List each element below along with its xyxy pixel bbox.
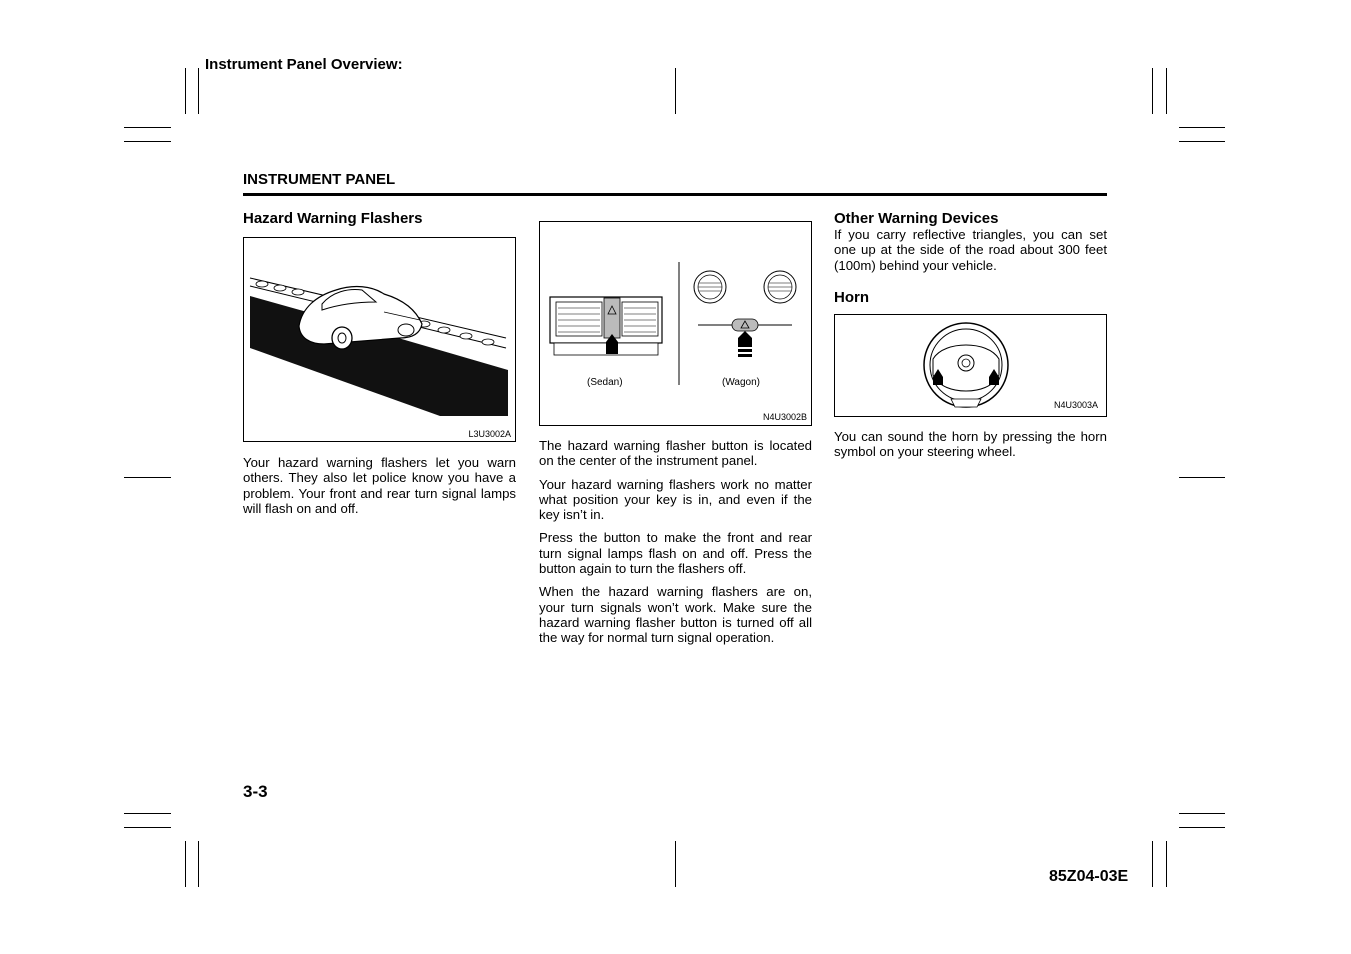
section-header: INSTRUMENT PANEL <box>243 171 396 188</box>
crop-mark <box>198 841 199 887</box>
header-rule <box>243 193 1107 196</box>
other-warning-paragraph: If you carry reflective triangles, you can set one up at the side of the road about 300 feet (100m) behind your vehicle. <box>834 227 1107 273</box>
crop-mark <box>1166 841 1167 887</box>
caption-wagon: (Wagon) <box>722 377 760 388</box>
other-warning-heading: Other Warning Devices <box>834 210 999 227</box>
crop-mark <box>1152 68 1153 114</box>
hazard-flashers-paragraph: Your hazard warning flashers let you warn others. They also let police know you have a problem. Your front and rear turn signal lamps will flash on and off. <box>243 455 516 516</box>
crop-mark <box>675 841 676 887</box>
crop-mark <box>1179 477 1225 478</box>
crop-mark <box>1179 813 1225 814</box>
hazard-button-figure <box>539 221 812 426</box>
page-number: 3-3 <box>243 782 268 801</box>
crop-mark <box>185 68 186 114</box>
car-roadside-figure <box>243 237 516 442</box>
crop-mark <box>124 127 171 128</box>
crop-mark <box>1166 68 1167 114</box>
crop-mark <box>1179 827 1225 828</box>
horn-body <box>834 429 1107 460</box>
crop-mark <box>124 813 171 814</box>
car-roadside-illustration <box>244 238 515 441</box>
figure-code: L3U3002A <box>468 429 511 439</box>
hazard-flashers-body <box>243 455 516 516</box>
caption-sedan: (Sedan) <box>587 377 623 388</box>
crop-mark <box>124 477 171 478</box>
figure-code: N4U3002B <box>762 412 807 422</box>
horn-figure <box>834 314 1107 417</box>
crop-mark <box>124 827 171 828</box>
column-other-warning <box>834 210 1107 306</box>
hazard-button-body <box>539 438 812 646</box>
hazard-button-paragraph-4: When the hazard warning flashers are on, your turn signals won’t work. Make sure the hazard warning flasher button is turned off all the way for normal turn signal operation. <box>539 584 812 646</box>
hazard-button-paragraph-3: Press the button to make the front and rear turn signal lamps flash on and off. Press the button again to turn the flashers off. <box>539 530 812 577</box>
crop-mark <box>1152 841 1153 887</box>
hazard-button-illustration <box>540 222 811 425</box>
crop-mark <box>124 141 171 142</box>
crop-mark <box>675 68 676 114</box>
top-label: Instrument Panel Overview: <box>205 56 403 73</box>
hazard-button-paragraph-2: Your hazard warning flashers work no matter what position your key is in, and even if the key isn’t in. <box>539 476 812 523</box>
crop-mark <box>1179 127 1225 128</box>
hazard-button-paragraph-1: The hazard warning flasher button is located on the center of the instrument panel. <box>539 438 812 469</box>
crop-mark <box>185 841 186 887</box>
figure-code: N4U3003A <box>1053 400 1098 410</box>
crop-mark <box>198 68 199 114</box>
horn-paragraph: You can sound the horn by pressing the horn symbol on your steering wheel. <box>834 429 1107 460</box>
horn-heading: Horn <box>834 288 869 306</box>
document-code: 85Z04-03E <box>1049 868 1129 885</box>
column-hazard-flashers <box>243 210 516 227</box>
hazard-flashers-heading: Hazard Warning Flashers <box>243 210 423 227</box>
crop-mark <box>1179 141 1225 142</box>
